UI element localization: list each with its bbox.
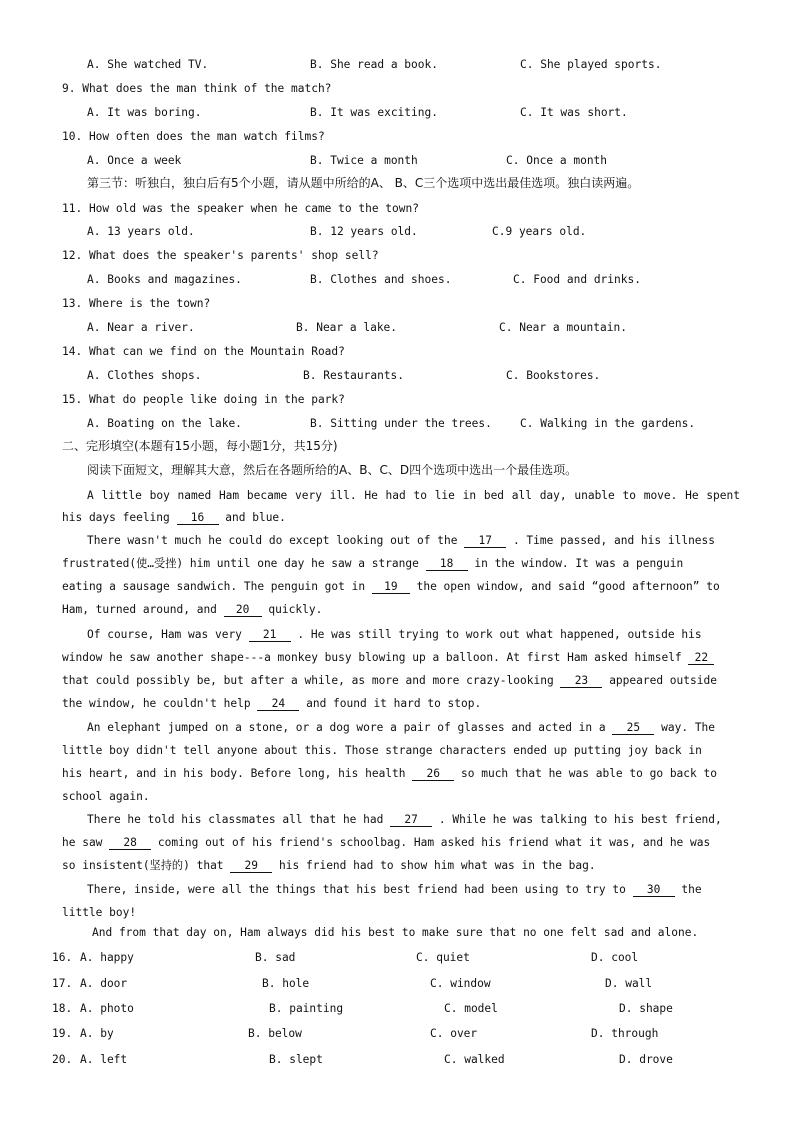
blank-20[interactable]: 20 [224,603,262,617]
passage-p3-line3: that could possibly be, but after a while, as more and more crazy-looking 23 appeared outside [62,674,717,687]
q10-option-a: A. Once a week [87,154,182,167]
q9-option-b: B. It was exciting. [310,106,438,119]
q12-option-b: B. Clothes and shoes. [310,273,452,286]
blank-25[interactable]: 25 [612,721,654,735]
blank-21[interactable]: 21 [249,628,291,642]
answer-20-b: B. slept [269,1053,323,1066]
blank-24[interactable]: 24 [257,697,299,711]
q14-question: 14. What can we find on the Mountain Road? [62,345,345,358]
q8-option-c: C. She played sports. [520,58,662,71]
answer-16-b: B. sad [255,951,296,964]
q13-option-a: A. Near a river. [87,321,195,334]
answer-18-num: 18. [52,1002,73,1015]
passage-p5-line1: There he told his classmates all that he had 27 . While he was talking to his best friend, [87,813,722,826]
answer-20-c: C. walked [444,1053,505,1066]
passage-p2-line3: eating a sausage sandwich. The penguin got in 19 the open window, and said “good afternoon” to [62,580,720,593]
answer-19-num: 19. [52,1027,73,1040]
answer-17-a: A. door [80,977,128,990]
passage-p4-line1: An elephant jumped on a stone, or a dog wore a pair of glasses and acted in a 25 way. The [87,721,716,734]
q10-option-c: C. Once a month [506,154,608,167]
passage-p4-line4: school again. [62,790,150,803]
blank-16[interactable]: 16 [177,511,219,525]
answer-18-b: B. painting [269,1002,344,1015]
answer-19-c: C. over [430,1027,478,1040]
blank-23[interactable]: 23 [560,674,602,688]
q13-option-c: C. Near a mountain. [499,321,627,334]
passage-p1-line2: his days feeling 16 and blue. [62,511,286,524]
answer-17-b: B. hole [262,977,310,990]
q15-option-a: A. Boating on the lake. [87,417,242,430]
q9-option-a: A. It was boring. [87,106,202,119]
passage-p5-line2: he saw 28 coming out of his friend's schoolbag. Ham asked his friend what it was, and he was [62,836,711,849]
passage-p6-line1: There, inside, were all the things that his best friend had been using to try to 30 the [87,883,702,896]
answer-17-d: D. wall [605,977,653,990]
answer-19-a: A. by [80,1027,114,1040]
answer-18-c: C. model [444,1002,498,1015]
answer-17-c: C. window [430,977,491,990]
q10-question: 10. How often does the man watch films? [62,130,325,143]
answer-19-d: D. through [591,1027,659,1040]
cloze-instruction: 阅读下面短文，理解其大意，然后在各题所给的A、B、C、D四个选项中选出一个最佳选项。 [87,463,578,477]
passage-p2-line2: frustrated(使…受挫) him until one day he saw a strange 18 in the window. It was a penguin [62,557,684,570]
q11-option-c: C.9 years old. [492,225,587,238]
answer-20-num: 20. [52,1053,73,1066]
answer-16-c: C. quiet [416,951,470,964]
q14-option-c: C. Bookstores. [506,369,601,382]
passage-p5-line3: so insistent(坚持的) that 29 his friend had to show him what was in the bag. [62,859,596,872]
q12-option-a: A. Books and magazines. [87,273,242,286]
q12-option-c: C. Food and drinks. [513,273,641,286]
q15-question: 15. What do people like doing in the park? [62,393,345,406]
answer-17-num: 17. [52,977,73,990]
passage-p6-line2: little boy! [62,906,137,919]
q12-question: 12. What does the speaker's parents' shop sell? [62,249,379,262]
passage-p2-line1: There wasn't much he could do except looking out of the 17 . Time passed, and his illness [87,534,716,547]
passage-p2-line4: Ham, turned around, and 20 quickly. [62,603,323,616]
passage-p3-line1: Of course, Ham was very 21 . He was still trying to work out what happened, outside his [87,628,702,641]
blank-28[interactable]: 28 [109,836,151,850]
blank-18[interactable]: 18 [426,557,468,571]
answer-18-a: A. photo [80,1002,134,1015]
q10-option-b: B. Twice a month [310,154,418,167]
passage-p4-line3: his heart, and in his body. Before long, his health 26 so much that he was able to go back to [62,767,717,780]
section3-instruction: 第三节：听独白，独白后有5个小题，请从题中所给的A、 B、C三个选项中选出最佳选项。独白读两遍。 [87,176,640,190]
q13-question: 13. Where is the town? [62,297,211,310]
answer-18-d: D. shape [619,1002,673,1015]
blank-30[interactable]: 30 [633,883,675,897]
passage-p3-line2: window he saw another shape---a monkey busy blowing up a balloon. At first Ham asked himself 22 [62,650,714,665]
passage-p7-line1: And from that day on, Ham always did his best to make sure that no one felt sad and alone. [92,926,699,939]
q11-option-b: B. 12 years old. [310,225,418,238]
blank-29[interactable]: 29 [230,859,272,873]
blank-22[interactable]: 22 [688,651,714,665]
answer-20-a: A. left [80,1053,128,1066]
q11-question: 11. How old was the speaker when he came to the town? [62,202,419,215]
q9-question: 9. What does the man think of the match? [62,82,332,95]
q8-option-b: B. She read a book. [310,58,438,71]
answer-20-d: D. drove [619,1053,673,1066]
blank-27[interactable]: 27 [390,813,432,827]
blank-26[interactable]: 26 [412,767,454,781]
cloze-title: 二、完形填空(本题有15小题，每小题1分，共15分) [62,439,338,453]
q14-option-a: A. Clothes shops. [87,369,202,382]
q15-option-b: B. Sitting under the trees. [310,417,492,430]
q11-option-a: A. 13 years old. [87,225,195,238]
blank-19[interactable]: 19 [372,580,410,594]
passage-p1-line1: A little boy named Ham became very ill. He had to lie in bed all day, unable to move. He spent [87,489,740,502]
q9-option-c: C. It was short. [520,106,628,119]
q14-option-b: B. Restaurants. [303,369,405,382]
blank-17[interactable]: 17 [464,534,506,548]
q13-option-b: B. Near a lake. [296,321,398,334]
passage-p4-line2: little boy didn't tell anyone about this. Those strange characters ended up putting joy back in [62,744,702,757]
answer-19-b: B. below [248,1027,302,1040]
answer-16-num: 16. [52,951,73,964]
passage-p3-line4: the window, he couldn't help 24 and found it hard to stop. [62,697,482,710]
q15-option-c: C. Walking in the gardens. [520,417,696,430]
answer-16-a: A. happy [80,951,134,964]
q8-option-a: A. She watched TV. [87,58,209,71]
answer-16-d: D. cool [591,951,639,964]
